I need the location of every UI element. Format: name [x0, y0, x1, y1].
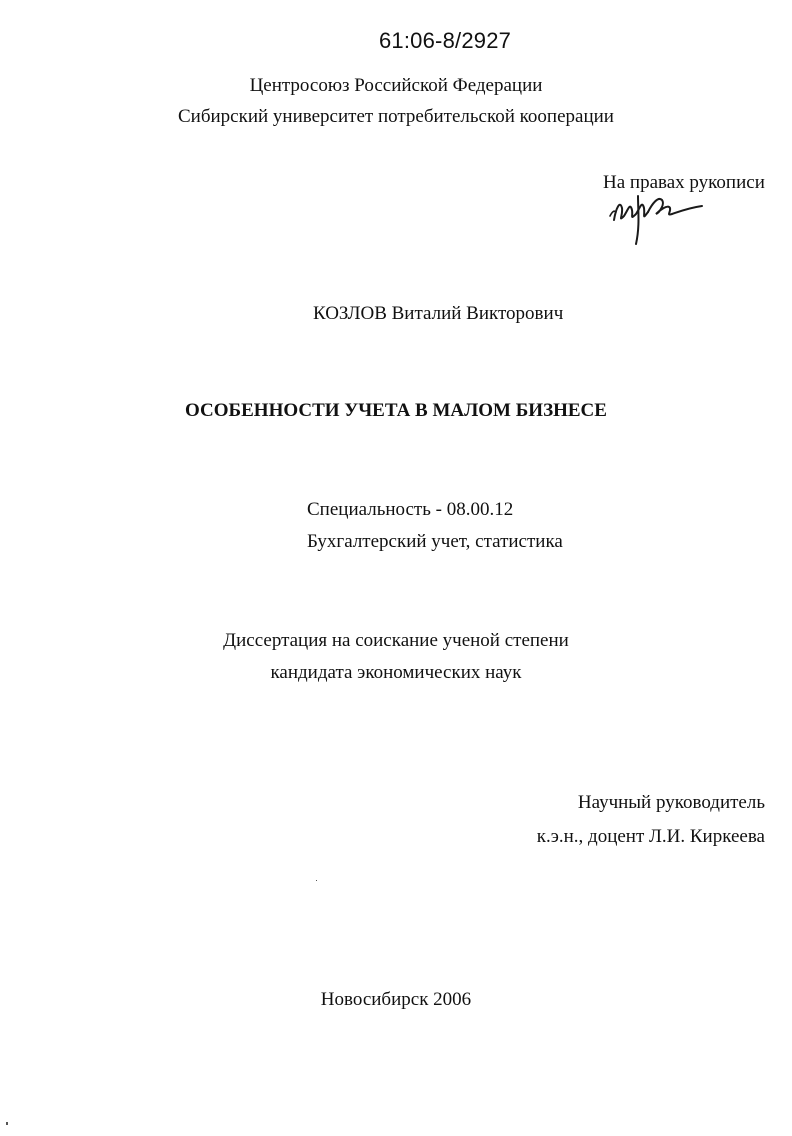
specialty-code: Специальность - 08.00.12	[307, 499, 514, 520]
university-name: Сибирский университет потребительской кооперации	[178, 106, 614, 127]
scan-speck	[6, 1122, 8, 1125]
author-name: КОЗЛОВ Виталий Викторович	[313, 303, 564, 324]
organization-name: Центросоюз Российской Федерации	[249, 75, 543, 96]
supervisor-name: к.э.н., доцент Л.И. Киркеева	[536, 826, 765, 847]
scan-speck	[316, 880, 317, 881]
degree-line-2: кандидата экономических наук	[270, 662, 522, 683]
rights-note: На правах рукописи	[603, 172, 765, 193]
city-year: Новосибирск 2006	[320, 989, 472, 1010]
degree-line-1: Диссертация на соискание ученой степени	[223, 630, 569, 651]
supervisor-label: Научный руководитель	[577, 792, 765, 813]
handwritten-signature	[608, 186, 708, 248]
dissertation-title: ОСОБЕННОСТИ УЧЕТА В МАЛОМ БИЗНЕСЕ	[185, 400, 607, 421]
specialty-name: Бухгалтерский учет, статистика	[307, 531, 563, 552]
catalog-number: 61:06-8/2927	[379, 28, 512, 53]
